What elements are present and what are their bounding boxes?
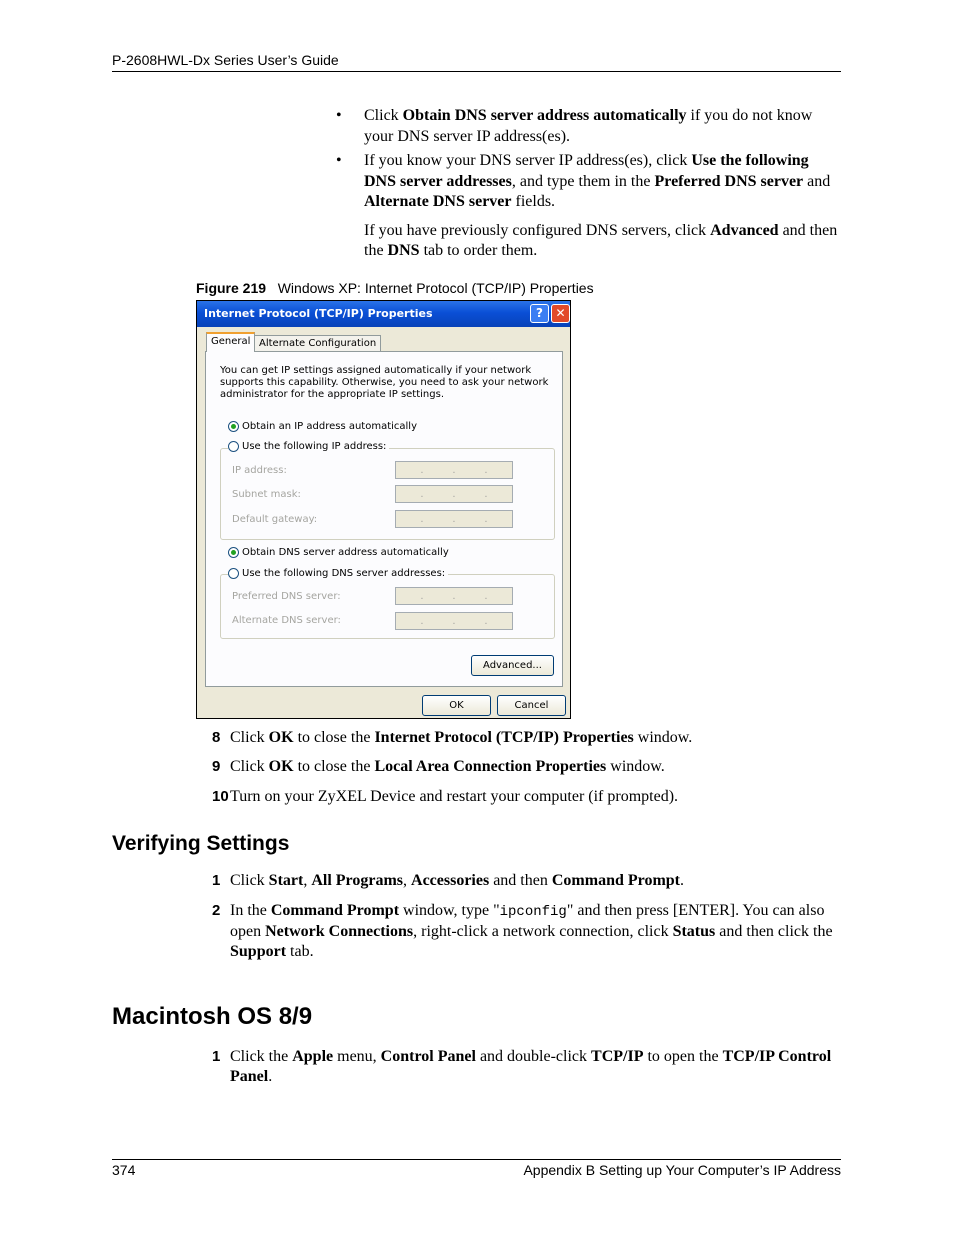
use-dns-label: Use the following DNS server addresses: — [242, 568, 446, 579]
steps-list-b — [212, 871, 841, 962]
bullet-text: Click Obtain DNS server address automatically if you do not know your DNS server IP address(es). — [364, 107, 813, 145]
use-dns-radio[interactable] — [228, 568, 448, 579]
figure-title: Windows XP: Internet Protocol (TCP/IP) Properties — [277, 280, 594, 296]
step-number: 1 — [212, 1048, 221, 1065]
radio-unselected-icon — [228, 441, 239, 452]
section-heading-macintosh: Macintosh OS 8/9 — [112, 1003, 313, 1030]
step-item — [212, 901, 841, 962]
radio-selected-icon — [228, 547, 239, 558]
alternate-dns-field[interactable]: . . . — [395, 612, 513, 630]
bullet-text: If you know your DNS server IP address(es), click Use the following DNS server addresses, and type them in the Preferred DNS server and Alternate DNS server fields. — [364, 152, 831, 210]
help-button[interactable] — [530, 304, 549, 323]
dialog-titlebar[interactable] — [197, 301, 570, 327]
step-text: Click OK to close the Internet Protocol (TCP/IP) Properties window. — [230, 729, 693, 746]
ok-button[interactable]: OK — [422, 695, 491, 716]
step-item — [212, 787, 841, 807]
bullet-item — [336, 106, 841, 147]
intro-text: You can get IP settings assigned automatically if your network supports this capability. Otherwise, you need to ask your network administrator for the appropriate IP settings. — [220, 365, 549, 400]
obtain-ip-radio[interactable] — [228, 421, 417, 432]
bold-term: Network Connections — [265, 923, 414, 940]
step-number: 8 — [212, 729, 221, 746]
step-item — [212, 1047, 841, 1087]
default-gateway-field[interactable]: . . . — [395, 510, 513, 528]
bold-term: Alternate DNS server — [364, 193, 512, 210]
step-text: Click Start, All Programs, Accessories and then Command Prompt. — [230, 872, 685, 889]
footer-section-title: Appendix B Setting up Your Computer’s IP Address — [523, 1162, 841, 1178]
bold-term: OK — [268, 758, 294, 775]
section-heading-verifying: Verifying Settings — [112, 832, 290, 855]
bold-term: DNS — [387, 242, 420, 259]
step-item — [212, 728, 841, 748]
bold-term: All Programs — [311, 872, 404, 889]
bold-term: Control Panel — [380, 1048, 476, 1065]
header-rule — [112, 71, 841, 72]
step-number: 9 — [212, 758, 221, 775]
bold-term: Local Area Connection Properties — [374, 758, 607, 775]
running-header: P-2608HWL-Dx Series User’s Guide — [112, 52, 339, 68]
use-ip-label: Use the following IP address: — [242, 441, 387, 452]
bold-term: Preferred DNS server — [654, 172, 804, 190]
tcpip-properties-dialog — [196, 300, 571, 719]
general-tab-panel — [205, 351, 563, 687]
page-number: 374 — [112, 1162, 136, 1178]
steps-list-c — [212, 1047, 841, 1087]
bold-term: TCP/IP Control Panel — [230, 1048, 832, 1085]
preferred-dns-label: Preferred DNS server: — [232, 591, 341, 602]
bullet-note: If you have previously configured DNS servers, click Advanced and then the DNS tab to order them. — [364, 221, 838, 259]
code-term: ipconfig — [499, 904, 567, 920]
step-number: 2 — [212, 902, 221, 919]
steps-list-a — [212, 728, 841, 807]
tab-alternate-configuration[interactable]: Alternate Configuration — [254, 335, 381, 353]
bold-term: Support — [230, 943, 287, 960]
step-item — [212, 757, 841, 777]
bold-term: Use the following DNS server addresses — [364, 152, 809, 190]
step-item — [212, 871, 841, 891]
bullet-item — [336, 151, 841, 213]
bold-term: Status — [672, 923, 716, 940]
step-text: Turn on your ZyXEL Device and restart your computer (if prompted). — [230, 788, 679, 805]
bold-term: Accessories — [411, 872, 490, 889]
subnet-mask-label: Subnet mask: — [232, 489, 301, 500]
bullet-list — [336, 106, 841, 262]
radio-unselected-icon — [228, 568, 239, 579]
step-number: 10 — [212, 788, 229, 805]
alternate-dns-label: Alternate DNS server: — [232, 615, 341, 626]
radio-selected-icon — [228, 421, 239, 432]
tab-general[interactable]: General — [206, 332, 255, 352]
bold-term: TCP/IP — [591, 1048, 644, 1065]
bold-term: OK — [268, 729, 294, 746]
bullet-marker: • — [336, 107, 342, 124]
ip-address-label: IP address: — [232, 465, 287, 476]
bold-term: Command Prompt — [270, 902, 400, 919]
default-gateway-label: Default gateway: — [232, 514, 318, 525]
step-text: Click OK to close the Local Area Connection Properties window. — [230, 758, 665, 775]
step-number: 1 — [212, 872, 221, 889]
preferred-dns-field[interactable]: . . . — [395, 587, 513, 605]
bold-term: Start — [268, 872, 304, 889]
obtain-ip-label: Obtain an IP address automatically — [242, 421, 418, 432]
help-icon: ? — [536, 306, 543, 320]
bold-term: Apple — [292, 1048, 334, 1065]
figure-label: Figure 219 — [196, 280, 267, 296]
subnet-mask-field[interactable]: . . . — [395, 485, 513, 503]
footer-rule — [112, 1159, 841, 1160]
figure-caption — [196, 280, 594, 296]
bullet-marker: • — [336, 152, 342, 169]
bold-term: Obtain DNS server address automatically — [402, 107, 687, 124]
dialog-title: Internet Protocol (TCP/IP) Properties — [204, 307, 433, 320]
step-text: Click the Apple menu, Control Panel and double-click TCP/IP to open the TCP/IP Control Panel. — [230, 1048, 832, 1085]
close-button[interactable] — [551, 304, 570, 323]
bold-term: Internet Protocol (TCP/IP) Properties — [374, 729, 634, 746]
obtain-dns-radio[interactable] — [228, 547, 449, 558]
obtain-dns-label: Obtain DNS server address automatically — [242, 547, 449, 558]
close-icon: ✕ — [555, 306, 566, 320]
cancel-button[interactable]: Cancel — [497, 695, 566, 716]
advanced-button[interactable]: Advanced... — [471, 655, 554, 676]
step-text: In the Command Prompt window, type "ipconfig" and then press [ENTER]. You can also open Network Connections, right-click a network connection, click Status and then click the Support tab. — [230, 902, 833, 960]
use-ip-radio[interactable] — [228, 441, 389, 452]
bold-term: Command Prompt — [551, 872, 681, 889]
bold-term: Advanced — [710, 221, 779, 239]
ip-address-field[interactable]: . . . — [395, 461, 513, 479]
